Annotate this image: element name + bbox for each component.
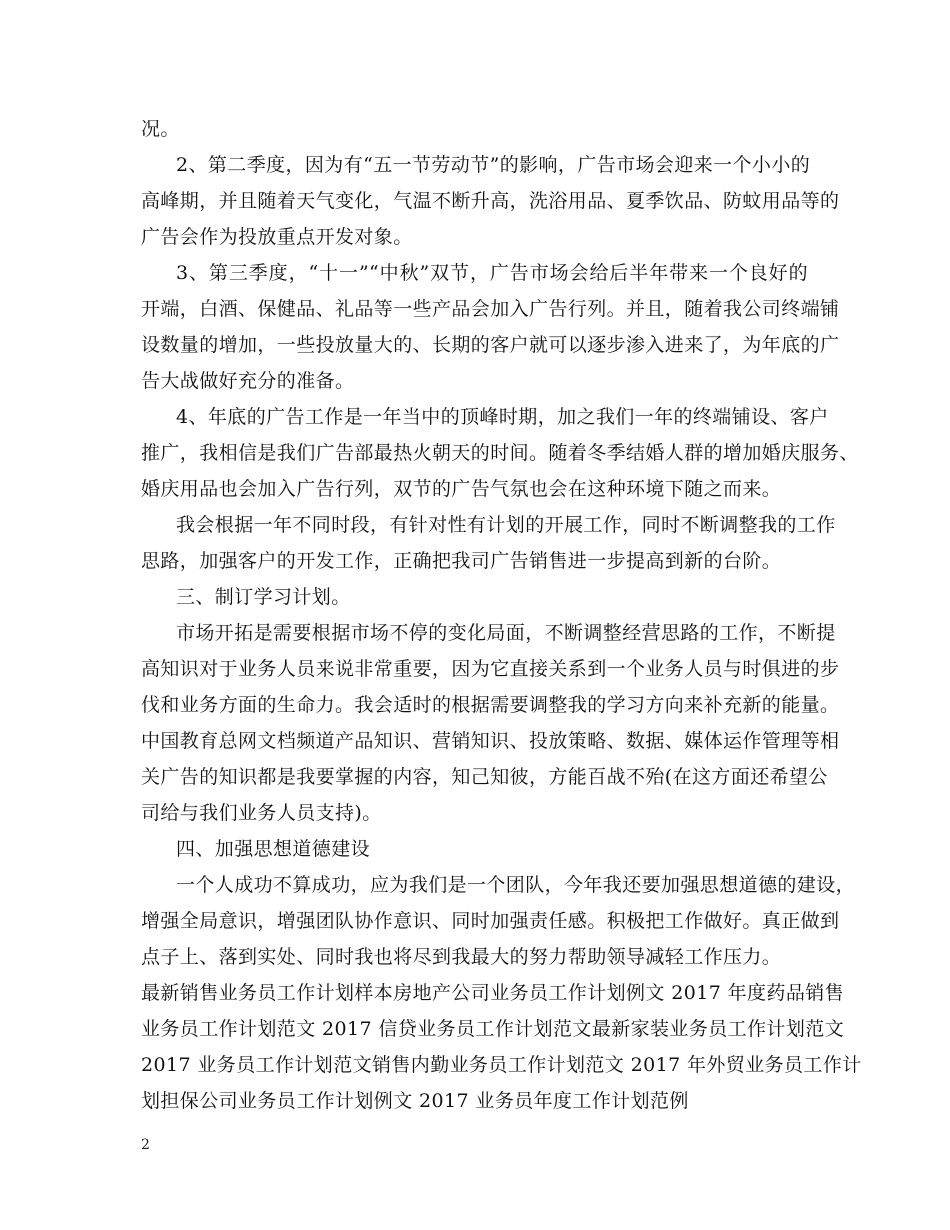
text-line: 推广，我相信是我们广告部最热火朝天的时间。随着冬季结婚人群的增加婚庆服务、 xyxy=(141,442,859,464)
related-links-line: 最新销售业务员工作计划样本房地产公司业务员工作计划例文 2017 年度药品销售 xyxy=(141,982,845,1004)
page-number: 2 xyxy=(141,1137,150,1153)
text-line: 婚庆用品也会加入广告行列，双节的广告气氛也会在这种环境下随之而来。 xyxy=(141,478,782,500)
text-line: 广告会作为投放重点开发对象。 xyxy=(141,226,413,248)
text-line: 告大战做好充分的准备。 xyxy=(141,370,355,392)
text-line: 关广告的知识都是我要掌握的内容，知己知彼，方能百战不殆(在这方面还希望公 xyxy=(141,766,828,788)
text-line: 增强全局意识，增强团队协作意识、同时加强责任感。积极把工作做好。真正做到 xyxy=(141,910,840,932)
text-line: 我会根据一年不同时段，有针对性有计划的开展工作，同时不断调整我的工作 xyxy=(176,514,836,536)
text-line: 况。 xyxy=(141,118,180,140)
text-line: 开端，白酒、保健品、礼品等一些产品会加入广告行列。并且，随着我公司终端铺 xyxy=(141,298,840,320)
text-line: 思路，加强客户的开发工作，正确把我司广告销售进一步提高到新的台阶。 xyxy=(141,550,782,572)
related-links-line: 2017 业务员工作计划范文销售内勤业务员工作计划范文 2017 年外贸业务员工作计 xyxy=(141,1054,862,1076)
text-line: 2、第二季度，因为有“五一节劳动节”的影响，广告市场会迎来一个小小的 xyxy=(176,154,811,176)
text-line: 高峰期，并且随着天气变化，气温不断升高，洗浴用品、夏季饮品、防蚊用品等的 xyxy=(141,190,840,212)
text-line: 市场开拓是需要根据市场不停的变化局面，不断调整经营思路的工作，不断提 xyxy=(176,622,836,644)
text-line: 一个人成功不算成功，应为我们是一个团队，今年我还要加强思想道德的建设， xyxy=(176,874,856,896)
text-line: 设数量的增加，一些投放量大的、长期的客户就可以逐步渗入进来了，为年底的广 xyxy=(141,334,840,356)
text-line: 中国教育总网文档频道产品知识、营销知识、投放策略、数据、媒体运作管理等相 xyxy=(141,730,840,752)
text-line: 司给与我们业务人员支持)。 xyxy=(141,802,382,824)
text-line: 伐和业务方面的生命力。我会适时的根据需要调整我的学习方向来补充新的能量。 xyxy=(141,694,840,716)
section-heading: 四、加强思想道德建设 xyxy=(176,838,371,860)
related-links-line: 业务员工作计划范文 2017 信贷业务员工作计划范文最新家装业务员工作计划范文 xyxy=(141,1018,845,1040)
text-line: 4、年底的广告工作是一年当中的顶峰时期，加之我们一年的终端铺设、客户 xyxy=(176,406,829,428)
text-line: 3、第三季度，“十一”“中秋”双节，广告市场会给后半年带来一个良好的 xyxy=(176,262,808,284)
text-line: 点子上、落到实处、同时我也将尽到我最大的努力帮助领导减轻工作压力。 xyxy=(141,946,782,968)
text-line: 高知识对于业务人员来说非常重要，因为它直接关系到一个业务人员与时俱进的步 xyxy=(141,658,840,680)
section-heading: 三、制订学习计划。 xyxy=(176,586,351,608)
related-links-line: 划担保公司业务员工作计划例文 2017 业务员年度工作计划范例 xyxy=(141,1090,689,1112)
